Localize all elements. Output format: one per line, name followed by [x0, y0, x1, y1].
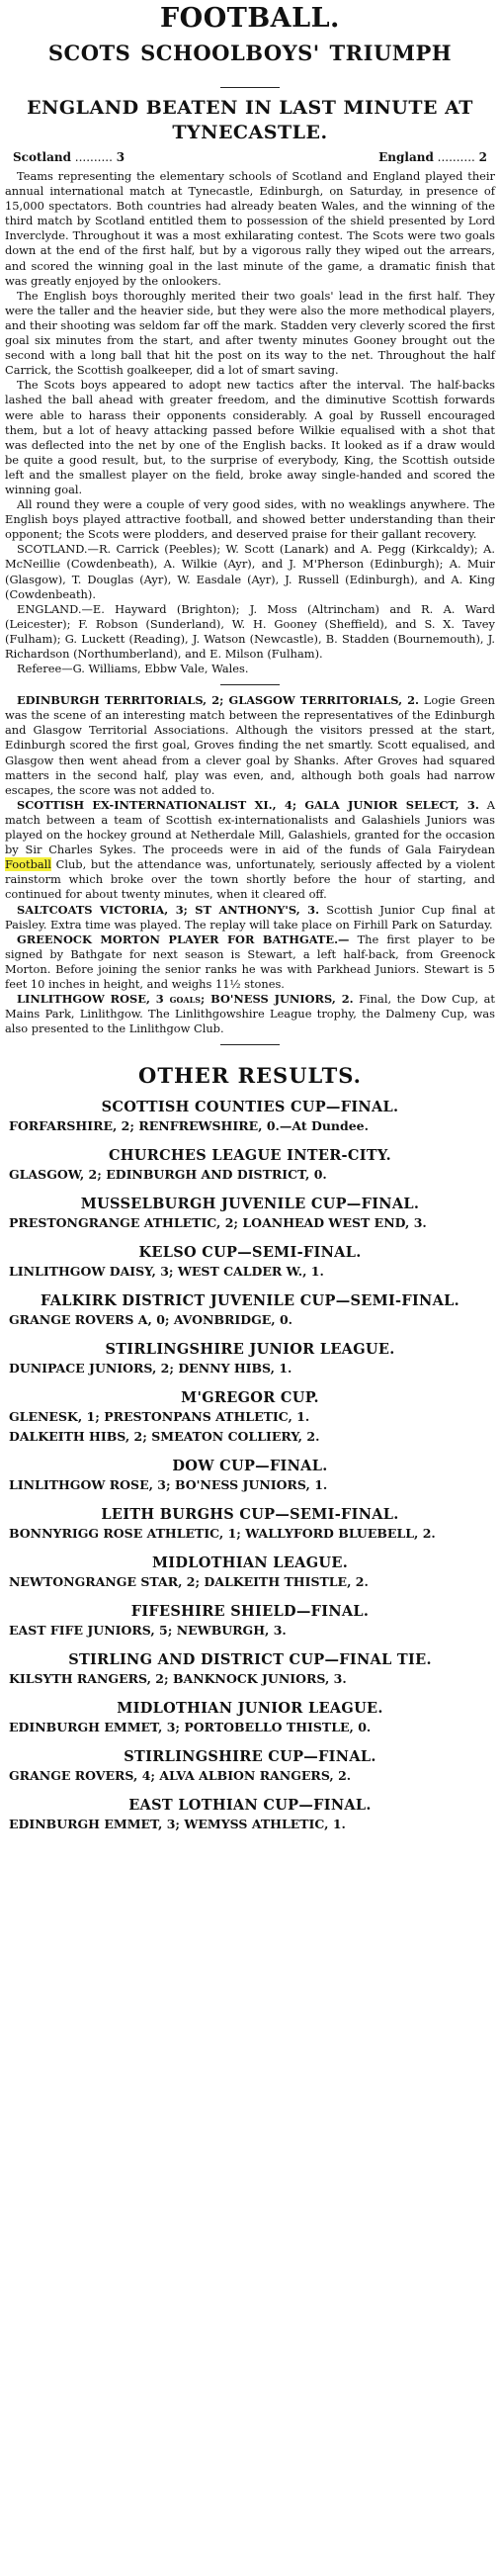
deck-headline: ENGLAND BEATEN IN LAST MINUTE AT TYNECASTLE. [27, 97, 473, 143]
referee-line: Referee—G. Williams, Ebbw Vale, Wales. [17, 662, 249, 676]
result-line: EDINBURGH EMMET, 3; PORTOBELLO THISTLE, 0. [9, 1720, 372, 1735]
gala-report [5, 798, 495, 903]
score-england: 2 [478, 150, 487, 164]
article-paragraph: The Scots boys appeared to adopt new tactics after the interval. The half-backs lashed the ball ahead with greater freedom, and the diminutive Scottish forwards were able to harass their opponents considerably. A goal by Russell encouraged them, but a lot of heavy attacking passed before Wilkie equalised with a shot that was deflected into the net by one of the English backs. It looked as if a draw would be quite a good result, but, to the surprise of everybody, King, the Scottish outside left and the smallest player on the field, broke away single-handed and scored the winning goal. [5, 378, 495, 496]
result-line: GRANGE ROVERS, 4; ALVA ALBION RANGERS, 2. [9, 1768, 352, 1784]
result-line: PRESTONGRANGE ATHLETIC, 2; LOANHEAD WEST END, 3. [9, 1215, 427, 1231]
morton-report [5, 933, 495, 992]
linlithgow-report [5, 992, 495, 1036]
gala-heading: SCOTTISH EX-INTERNATIONALIST XI., 4; GALA JUNIOR SELECT, 3. [17, 797, 479, 812]
result-heading: MIDLOTHIAN LEAGUE. [151, 1554, 349, 1572]
result-heading: MUSSELBURGH JUVENILE CUP—FINAL. [80, 1196, 420, 1213]
score-line [5, 145, 495, 169]
results-list [5, 1098, 495, 1834]
result-line: BONNYRIGG ROSE ATHLETIC, 1; WALLYFORD BLUEBELL, 2. [9, 1526, 436, 1542]
result-line: EDINBURGH EMMET, 3; WEMYSS ATHLETIC, 1. [9, 1817, 346, 1832]
result-line: NEWTONGRANGE STAR, 2; DALKEITH THISTLE, 2. [9, 1574, 369, 1590]
morton-body: The first player to be signed by Bathgate for next season is Stewart, a left half-back, from Greenock Morton. Before joining the senior ranks he was with Parkhead Juniors. Stewart is 5 feet 10 inches in height, and weighs 11½ stones. [5, 932, 496, 991]
result-line: KILSYTH RANGERS, 2; BANKNOCK JUNIORS, 3. [9, 1671, 347, 1687]
results-title: OTHER RESULTS. [138, 1063, 362, 1089]
article-paragraph: Teams representing the elementary schools of Scotland and England played their annual international match at Tynecastle, Edinburgh, on Saturday, in presence of 15,000 spectators. Both countries had already beaten Wales, and the winning of the third match by Scotland entitled them to possession of the shield presented by Lord Inverclyde. Throughout it was a most exhilarating contest. The Scots were two goals down at the end of the first half, but by a vigorous rally they wiped out the arrears, and scored the winning goal in the last minute of the game, a dramatic finish that was greatly enjoyed by the onlookers. [5, 169, 495, 288]
team-england-label: England [378, 150, 434, 164]
score-left: Scotland .......... 3 [13, 150, 125, 164]
result-line: FORFARSHIRE, 2; RENFREWSHIRE, 0.—At Dundee. [9, 1118, 369, 1134]
article-paragraph: All round they were a couple of very good sides, with no weaklings anywhere. The English boys played attractive football, and showed better understanding than their opponent; the Scots were plodders, and deserved praise for their gallant recovery. [5, 497, 495, 542]
saltcoats-body: Scottish Junior Cup final at Paisley. Extra time was played. The replay will take place on Firhill Park on Saturday. [5, 902, 495, 932]
divider [220, 684, 280, 685]
team-scotland-label: Scotland [13, 150, 71, 164]
territorials-heading: EDINBURGH TERRITORIALS, 2; GLASGOW TERRITORIALS, 2. [17, 693, 420, 708]
result-heading: STIRLINGSHIRE JUNIOR LEAGUE. [105, 1341, 395, 1359]
divider [220, 1044, 280, 1045]
result-heading: FALKIRK DISTRICT JUVENILE CUP—SEMI-FINAL. [40, 1292, 460, 1310]
result-heading: STIRLINGSHIRE CUP—FINAL. [124, 1748, 376, 1766]
divider [220, 87, 280, 88]
result-line: GLENESK, 1; PRESTONPANS ATHLETIC, 1. [9, 1409, 310, 1425]
team-list-scotland: SCOTLAND.—R. Carrick (Peebles); W. Scott (Lanark) and A. Pegg (Kirkcaldy); A. McNeillie (Cowdenbeath), A. Wilkie (Ayr), and J. M'Pherson (Edinburgh); A. Muir (Glasgow), T. Douglas (Ayr), W. Easdale (Ayr), J. Russell (Edinburgh), and A. King (Cowdenbeath). [5, 542, 495, 601]
territorials-body: Logie Green was the scene of an interesting match between the representatives of the Edinburgh and Glasgow Territorial Associations. Although the visitors pressed at the start, Edinburgh scored the first goal, Groves finding the net smartly. Scott equalised, and Glasgow then went ahead from a clever goal by Shanks. After Groves had squared matters in the second half, play was even, and, although both goals had narrow escapes, the score was not added to. [5, 693, 495, 797]
score-right: England .......... 2 [378, 150, 487, 164]
linlithgow-body: Final, the Dow Cup, at Mains Park, Linlithgow. The Linlithgowshire League trophy, the Dalmeny Cup, was also presented to the Linlithgow Club. [5, 992, 495, 1036]
result-line: LINLITHGOW ROSE, 3; BO'NESS JUNIORS, 1. [9, 1477, 328, 1493]
linlithgow-heading: LINLITHGOW ROSE, 3 goals; BO'NESS JUNIORS, 2. [17, 992, 354, 1007]
result-line: DUNIPACE JUNIORS, 2; DENNY HIBS, 1. [9, 1361, 292, 1377]
result-line: DALKEITH HIBS, 2; SMEATON COLLIERY, 2. [9, 1429, 320, 1445]
gala-body-start: A match between a team of Scottish ex-internationalists and Galashiels Juniors was played on the hockey ground at Netherdale Mill, Galashiels, granted for the occasion by Sir Charles Sykes. The proceeds were in aid of the funds of Gala Fairydean [5, 797, 495, 857]
page-title: FOOTBALL. [160, 3, 340, 34]
result-heading: STIRLING AND DISTRICT CUP—FINAL TIE. [68, 1651, 432, 1669]
result-heading: EAST LOTHIAN CUP—FINAL. [128, 1797, 372, 1815]
result-heading: SCOTTISH COUNTIES CUP—FINAL. [101, 1099, 399, 1116]
gala-body-end: Club, but the attendance was, unfortunately, seriously affected by a violent rainstorm which broke over the town shortly before the hour of starting, and continued for about twenty minutes, when it cleared off. [5, 857, 495, 902]
result-heading: KELSO CUP—SEMI-FINAL. [138, 1244, 362, 1262]
result-heading: CHURCHES LEAGUE INTER-CITY. [108, 1147, 392, 1165]
territorials-report [5, 693, 495, 798]
newspaper-column [5, 0, 495, 1834]
saltcoats-report [5, 903, 495, 933]
saltcoats-heading: SALTCOATS VICTORIA, 3; ST ANTHONY'S, 3. [17, 902, 320, 917]
result-heading: M'GREGOR CUP. [181, 1389, 319, 1407]
result-line: EAST FIFE JUNIORS, 5; NEWBURGH, 3. [9, 1623, 287, 1639]
highlighted-word: Football [5, 857, 51, 872]
headline: SCOTS SCHOOLBOYS' TRIUMPH [47, 41, 453, 65]
result-line: GRANGE ROVERS A, 0; AVONBRIDGE, 0. [9, 1312, 293, 1328]
morton-heading: GREENOCK MORTON PLAYER FOR BATHGATE.— [17, 932, 350, 946]
result-heading: FIFESHIRE SHIELD—FINAL. [130, 1603, 370, 1621]
result-heading: MIDLOTHIAN JUNIOR LEAGUE. [117, 1700, 383, 1718]
article-paragraph: The English boys thoroughly merited their two goals' lead in the first half. They were the taller and the heavier side, but they were also the more methodical players, and their shooting was seldom far off the mark. Stadden very cleverly scored the first goal six minutes from the start, and after twenty minutes Gooney brought out the second with a long ball that hit the post on its way to the net. Throughout the half Carrick, the Scottish goalkeeper, did a lot of smart saving. [5, 288, 495, 378]
result-heading: DOW CUP—FINAL. [172, 1458, 328, 1475]
team-list-england: ENGLAND.—E. Hayward (Brighton); J. Moss (Altrincham) and R. A. Ward (Leicester); F. Robson (Sunderland), W. H. Gooney (Sheffield), and S. X. Tavey (Fulham); G. Luckett (Reading), J. Watson (Newcastle), B. Stadden (Bournemouth), J. Richardson (Northumberland), and E. Milson (Fulham). [5, 601, 495, 661]
result-line: GLASGOW, 2; EDINBURGH AND DISTRICT, 0. [9, 1167, 327, 1183]
result-heading: LEITH BURGHS CUP—SEMI-FINAL. [101, 1506, 399, 1524]
score-scotland: 3 [116, 150, 125, 164]
result-line: LINLITHGOW DAISY, 3; WEST CALDER W., 1. [9, 1264, 324, 1280]
